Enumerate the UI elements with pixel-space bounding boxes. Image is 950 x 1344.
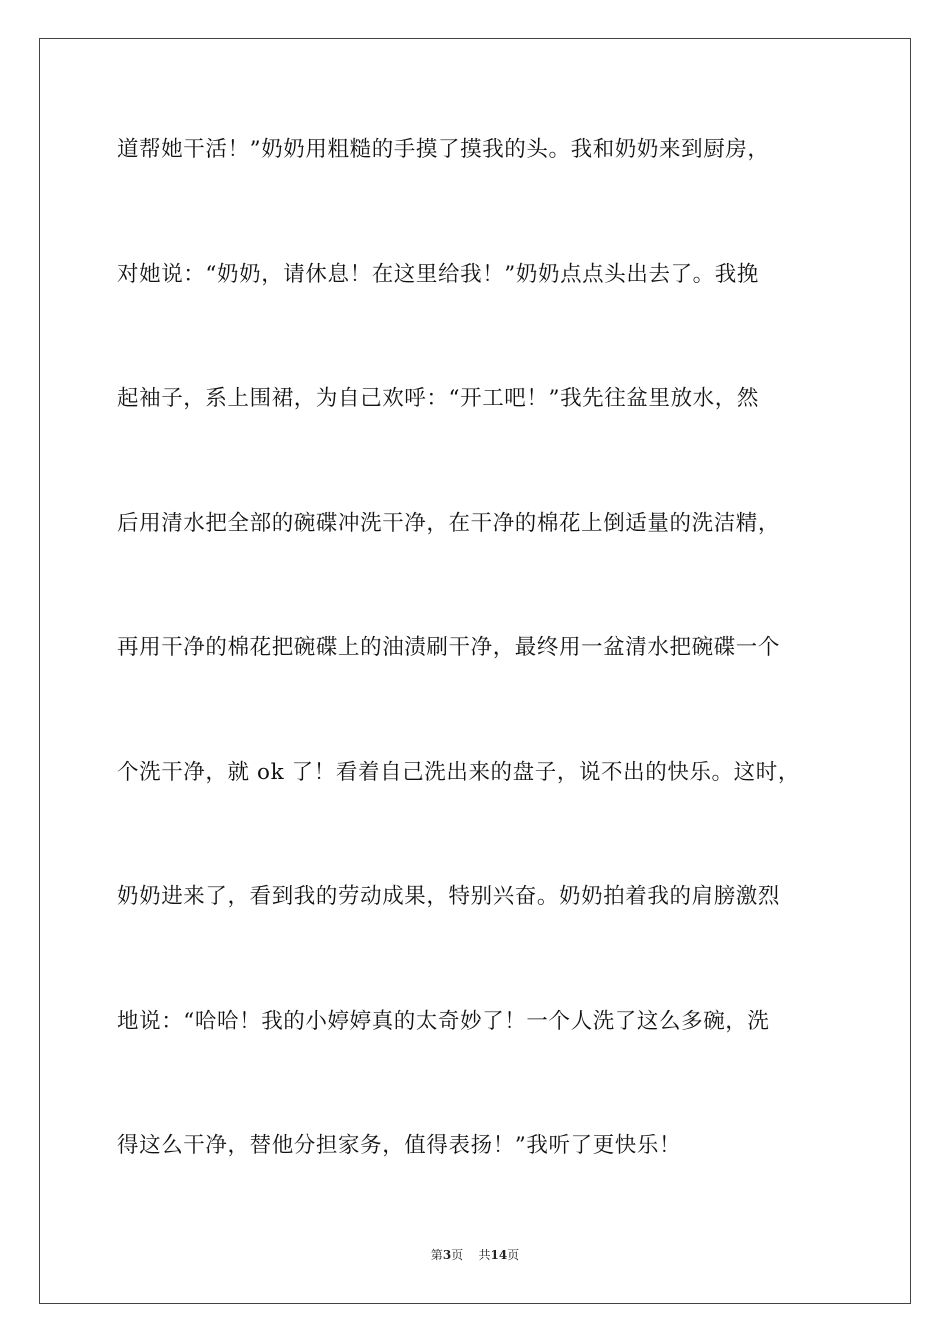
page-label-suffix: 页: [451, 1248, 464, 1262]
text-line: 得这么干净，替他分担家务，值得表扬！”我听了更快乐！: [117, 1133, 682, 1158]
total-pages: 14: [490, 1248, 508, 1262]
document-body: [117, 125, 837, 1246]
total-label-prefix: 共: [478, 1248, 491, 1262]
text-line: 后用清水把全部的碗碟冲洗干净，在干净的棉花上倒适量的洗洁精，: [117, 510, 781, 536]
text-line: 对她说：“奶奶，请休息！在这里给我！”奶奶点点头出去了。我挽: [117, 261, 759, 287]
text-line: 道帮她干活！”奶奶用粗糙的手摸了摸我的头。我和奶奶来到厨房，: [117, 137, 770, 162]
text-line: 奶奶进来了，看到我的劳动成果，特别兴奋。奶奶拍着我的肩膀激烈: [117, 884, 781, 909]
text-line: 起袖子，系上围裙，为自己欢呼：“开工吧！”我先往盆里放水，然: [117, 386, 759, 411]
text-line: 个洗干净，就 ok 了！看着自己洗出来的盘子，说不出的快乐。这时，: [117, 759, 800, 785]
text-line: 再用干净的棉花把碗碟上的油渍刷干净，最终用一盆清水把碗碟一个: [117, 635, 781, 660]
text-line: 地说：“哈哈！我的小婷婷真的太奇妙了！一个人洗了这么多碗，洗: [117, 1008, 770, 1034]
page-footer: [0, 1246, 950, 1263]
total-label-suffix: 页: [507, 1248, 520, 1262]
page-number: 3: [442, 1248, 452, 1262]
page-label-prefix: 第: [430, 1248, 443, 1262]
